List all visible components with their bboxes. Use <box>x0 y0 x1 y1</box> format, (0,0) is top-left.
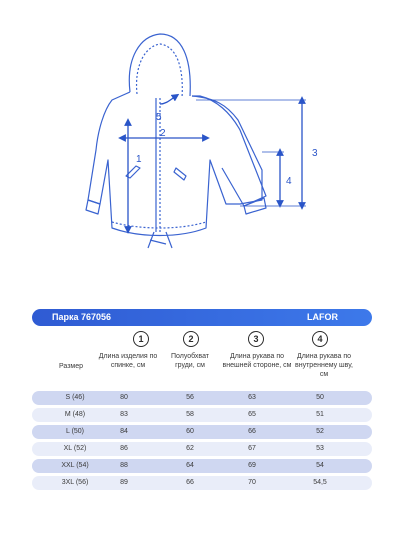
measure-cell: 64 <box>186 462 194 469</box>
size-cell: L (50) <box>65 428 85 435</box>
measure-cell: 54 <box>316 462 324 469</box>
size-cell: XL (52) <box>63 445 87 452</box>
header-sleeve-inner: Длина рукава по внутреннему шву, см <box>295 353 353 378</box>
size-cell: XXL (54) <box>61 462 89 469</box>
diagram-label-1: 1 <box>136 154 142 165</box>
table-row <box>32 476 372 490</box>
header-chest: Полуобхват груди, см <box>170 353 210 369</box>
measure-cell: 65 <box>248 411 256 418</box>
size-cell: 3XL (56) <box>61 479 89 486</box>
measure-cell: 53 <box>316 445 324 452</box>
measure-cell: 80 <box>120 394 128 401</box>
table-row <box>32 408 372 422</box>
measure-cell: 58 <box>186 411 194 418</box>
size-cell: S (46) <box>65 394 85 401</box>
brand-name: LAFOR <box>307 312 338 322</box>
measure-cell: 56 <box>186 394 194 401</box>
measure-cell: 54,5 <box>313 479 327 486</box>
measure-cell: 88 <box>120 462 128 469</box>
arrow-5 <box>160 96 176 104</box>
measure-cell: 51 <box>316 411 324 418</box>
product-title: Парка 767056 <box>52 312 112 322</box>
measure-cell: 63 <box>248 394 256 401</box>
column-number-3: 3 <box>248 331 264 347</box>
table-row <box>32 391 372 405</box>
header-back-length: Длина изделия по спинке, см <box>98 353 158 369</box>
measure-cell: 60 <box>186 428 194 435</box>
header-sleeve-outer: Длина рукава по внешней стороне, см <box>222 353 292 369</box>
jacket-outline <box>88 92 262 236</box>
product-banner <box>32 309 372 326</box>
column-number-4: 4 <box>312 331 328 347</box>
measure-cell: 84 <box>120 428 128 435</box>
measure-cell: 62 <box>186 445 194 452</box>
measure-cell: 83 <box>120 411 128 418</box>
column-number-2: 2 <box>183 331 199 347</box>
hood-outline <box>129 34 190 96</box>
measure-cell: 67 <box>248 445 256 452</box>
measure-cell: 69 <box>248 462 256 469</box>
diagram-label-5: 5 <box>156 112 162 123</box>
size-cell: M (48) <box>64 411 86 418</box>
measure-cell: 70 <box>248 479 256 486</box>
measure-cell: 66 <box>186 479 194 486</box>
measure-cell: 66 <box>248 428 256 435</box>
diagram-label-4: 4 <box>286 176 292 187</box>
table-row <box>32 459 372 473</box>
measure-cell: 52 <box>316 428 324 435</box>
table-row <box>32 425 372 439</box>
measure-cell: 86 <box>120 445 128 452</box>
column-number-1: 1 <box>133 331 149 347</box>
table-row <box>32 442 372 456</box>
diagram-label-3: 3 <box>312 148 318 159</box>
measure-cell: 89 <box>120 479 128 486</box>
header-size: Размер <box>58 363 84 370</box>
diagram-label-2: 2 <box>160 128 166 139</box>
measure-cell: 50 <box>316 394 324 401</box>
